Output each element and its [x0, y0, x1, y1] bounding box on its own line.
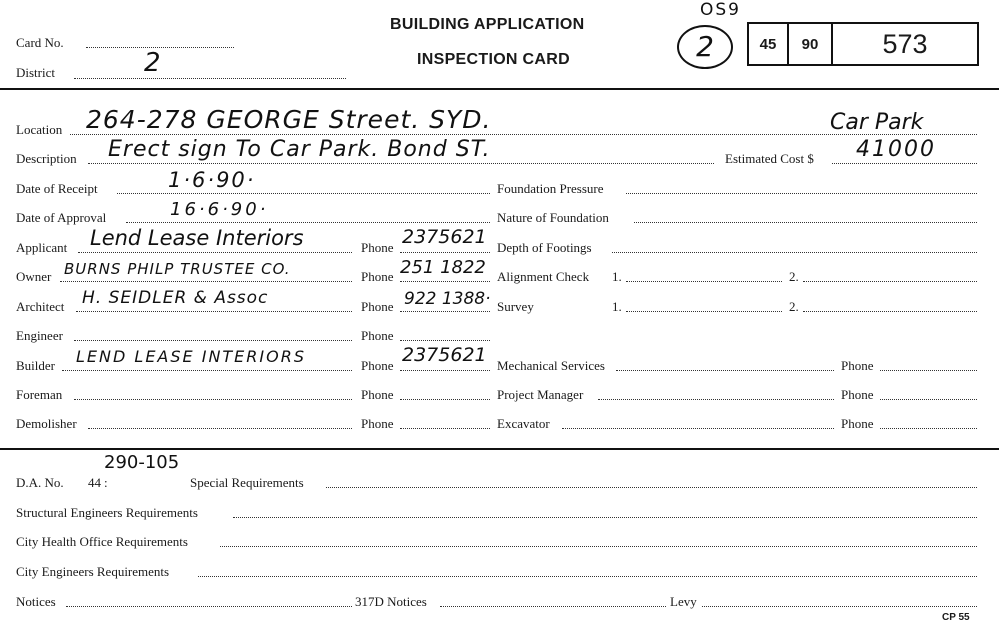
card-no-label: Card No.: [16, 35, 64, 50]
owner-phone-value: 251 1822: [400, 257, 486, 278]
foundation-pressure-field[interactable]: [626, 193, 977, 194]
notices-317d-field[interactable]: [440, 606, 666, 607]
builder-phone-field[interactable]: [400, 370, 490, 371]
foreman-field[interactable]: [74, 399, 352, 400]
alignment-1-label: 1.: [612, 269, 622, 284]
card-title-line1: BUILDING APPLICATION: [390, 16, 585, 33]
demolisher-field[interactable]: [88, 428, 352, 429]
mechanical-phone-field[interactable]: [880, 370, 977, 371]
survey-label: Survey: [497, 299, 534, 314]
project-manager-phone-field[interactable]: [880, 399, 977, 400]
alignment-1-field[interactable]: [626, 281, 782, 282]
survey-2-field[interactable]: [803, 311, 977, 312]
estimated-cost-label: Estimated Cost $: [725, 151, 814, 166]
da-value: 290-105: [104, 452, 180, 473]
builder-label: Builder: [16, 358, 55, 373]
structural-label: Structural Engineers Requirements: [16, 505, 198, 520]
survey-1-label: 1.: [612, 299, 622, 314]
special-requirements-field[interactable]: [326, 487, 977, 488]
foundation-pressure-label: Foundation Pressure: [497, 181, 604, 196]
mechanical-phone-label: Phone: [841, 358, 874, 373]
form-code: CP 55: [942, 612, 970, 623]
description-label: Description: [16, 151, 77, 166]
architect-field[interactable]: [76, 311, 352, 312]
ref-box-3: [831, 22, 979, 66]
ref-box-3-value: 573: [882, 28, 928, 59]
foreman-phone-field[interactable]: [400, 399, 490, 400]
excavator-field[interactable]: [562, 428, 834, 429]
applicant-value: Lend Lease Interiors: [90, 226, 304, 250]
location-value: 264-278 GEORGE Street. SYD.: [86, 105, 492, 134]
foreman-label: Foreman: [16, 387, 63, 402]
owner-phone-field[interactable]: [400, 281, 490, 282]
district-value: 2: [144, 48, 161, 78]
architect-label: Architect: [16, 299, 65, 314]
demolisher-phone-field[interactable]: [400, 428, 490, 429]
top-rule: [0, 88, 999, 90]
approval-label: Date of Approval: [16, 210, 107, 225]
excavator-label: Excavator: [497, 416, 550, 431]
foreman-phone-label: Phone: [361, 387, 394, 402]
approval-value: 16·6·90·: [170, 199, 269, 220]
builder-field[interactable]: [62, 370, 352, 371]
demolisher-phone-label: Phone: [361, 416, 394, 431]
ref-box-1: [747, 22, 789, 66]
engineer-label: Engineer: [16, 328, 63, 343]
excavator-phone-label: Phone: [841, 416, 874, 431]
project-manager-phone-label: Phone: [841, 387, 874, 402]
depth-label: Depth of Footings: [497, 240, 592, 255]
middle-rule: [0, 448, 999, 450]
receipt-field[interactable]: [117, 193, 490, 194]
description-field[interactable]: [88, 163, 714, 164]
city-engineers-label: City Engineers Requirements: [16, 564, 170, 579]
da-label: D.A. No.: [16, 475, 64, 490]
receipt-value: 1·6·90·: [168, 168, 256, 192]
applicant-phone-value: 2375621: [402, 226, 487, 248]
top-note: OS9: [700, 0, 741, 20]
da-prefix: 44: [88, 475, 101, 490]
alignment-2-label: 2.: [789, 269, 799, 284]
description-value: Erect sign To Car Park. Bond ST.: [108, 137, 491, 162]
owner-label: Owner: [16, 269, 52, 284]
ref-box-2: [787, 22, 833, 66]
health-label: City Health Office Requirements: [16, 534, 188, 549]
architect-phone-field[interactable]: [400, 311, 490, 312]
builder-phone-label: Phone: [361, 358, 394, 373]
engineer-phone-field[interactable]: [400, 340, 490, 341]
nature-field[interactable]: [634, 222, 977, 223]
special-requirements-label: Special Requirements: [190, 475, 304, 490]
applicant-label: Applicant: [16, 240, 68, 255]
district-label: District: [16, 65, 55, 80]
survey-1-field[interactable]: [626, 311, 782, 312]
mechanical-field[interactable]: [616, 370, 834, 371]
architect-phone-label: Phone: [361, 299, 394, 314]
estimated-cost-value: 41000: [856, 137, 936, 162]
mechanical-label: Mechanical Services: [497, 358, 605, 373]
location-note: Car Park: [830, 110, 924, 135]
notices-label: Notices: [16, 594, 56, 609]
depth-field[interactable]: [612, 252, 977, 253]
architect-value: H. SEIDLER & Assoc: [82, 288, 269, 308]
survey-2-label: 2.: [789, 299, 799, 314]
excavator-phone-field[interactable]: [880, 428, 977, 429]
health-field[interactable]: [220, 546, 977, 547]
approval-field[interactable]: [126, 222, 490, 223]
applicant-field[interactable]: [78, 252, 352, 253]
engineer-phone-label: Phone: [361, 328, 394, 343]
project-manager-field[interactable]: [598, 399, 834, 400]
engineer-field[interactable]: [74, 340, 352, 341]
owner-phone-label: Phone: [361, 269, 394, 284]
owner-value: BURNS PHILP TRUSTEE CO.: [64, 260, 291, 278]
alignment-2-field[interactable]: [803, 281, 977, 282]
estimated-cost-field[interactable]: [832, 163, 977, 164]
circled-number: [677, 25, 733, 69]
owner-field[interactable]: [60, 281, 352, 282]
location-label: Location: [16, 122, 63, 137]
applicant-phone-label: Phone: [361, 240, 394, 255]
applicant-phone-field[interactable]: [400, 252, 490, 253]
project-manager-label: Project Manager: [497, 387, 584, 402]
receipt-label: Date of Receipt: [16, 181, 98, 196]
demolisher-label: Demolisher: [16, 416, 77, 431]
structural-field[interactable]: [233, 517, 977, 518]
levy-field[interactable]: [702, 606, 977, 607]
notices-317d-label: 317D Notices: [355, 594, 427, 609]
nature-label: Nature of Foundation: [497, 210, 609, 225]
builder-value: LEND LEASE INTERIORS: [76, 347, 306, 366]
builder-phone-value: 2375621: [402, 344, 487, 366]
architect-phone-value: 922 1388·: [404, 289, 491, 309]
ref-box-2-value: 90: [801, 35, 819, 53]
da-colon: :: [104, 475, 108, 490]
ref-box-1-value: 45: [759, 35, 777, 53]
notices-field[interactable]: [66, 606, 352, 607]
city-engineers-field[interactable]: [198, 576, 977, 577]
levy-label: Levy: [670, 594, 697, 609]
district-field[interactable]: [74, 78, 346, 79]
card-title-line2: INSPECTION CARD: [417, 51, 570, 68]
circled-number-value: 2: [696, 30, 714, 63]
alignment-label: Alignment Check: [497, 269, 590, 284]
